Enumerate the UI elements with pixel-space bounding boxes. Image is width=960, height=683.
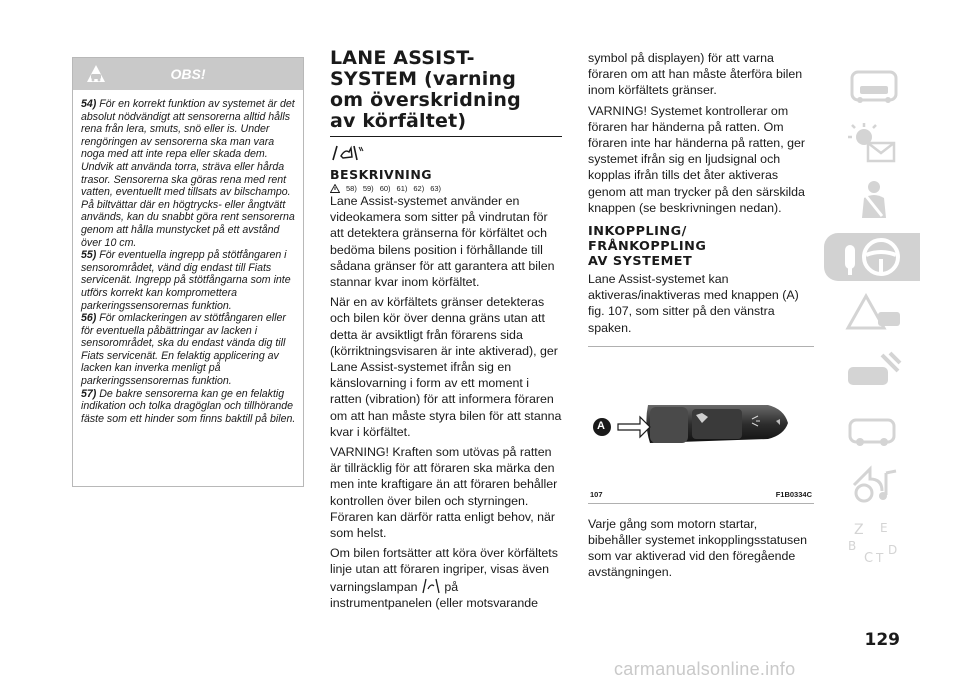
tab-safety[interactable] xyxy=(828,176,918,224)
paragraph-2: När en av körfältets gränser detekteras och bilen kör över denna gräns utan att detta är avsiktligt från förarens sida (körriktningsvisaren är inte aktiverad), ger Lane Assist-systemet ifrån sig en känslovarning i form av ett moment i ratten (vibration) för att informera föraren om att han måste styra bilen för att stanna kvar i körfältet. xyxy=(330,295,562,439)
title-divider xyxy=(330,136,562,137)
navigation-music-icon xyxy=(842,463,904,507)
car-dashboard-icon xyxy=(842,64,904,108)
note-55: 55) För eventuella ingrepp på stötfångaren i sensorområdet, vänd dig endast till Fiats servicenät. Ingrepp på stötfångarna som inte utförs korrekt kan kompromettera parkeringssensorernas funktion. xyxy=(81,249,291,312)
tab-lights[interactable] xyxy=(828,119,918,167)
lane-assist-icon xyxy=(330,143,562,165)
obs-title: OBS! xyxy=(170,66,206,82)
lights-mail-icon xyxy=(842,121,904,165)
index-letter-b: B xyxy=(848,539,857,553)
tab-technical[interactable] xyxy=(828,404,918,452)
main-column xyxy=(330,48,562,611)
figure-code: F1B0334C xyxy=(775,489,812,499)
paragraph-1: Lane Assist-systemet använder en videokamera som sitter på vindrutan för att detektera gränserna för körfältet och bedöma bilens position i förhållande till sådana gränser för att garantera att bilen stannar kvar inom körfältet. xyxy=(330,194,555,290)
paragraph-7: Lane Assist-systemet kan aktiveras/inaktiveras med knappen (A) fig. 107, som sitter på den vänstra spaken. xyxy=(588,272,799,335)
index-letter-d: D xyxy=(888,543,898,557)
warning-triangle-icon xyxy=(330,184,340,193)
obs-box xyxy=(72,57,304,487)
ref-62: 62) xyxy=(413,184,425,193)
ref-61: 61) xyxy=(396,184,408,193)
tab-multimedia[interactable] xyxy=(828,461,918,509)
paragraph-5: symbol på displayen) för att varna föraren om att han måste återföra bilen inom körfältets gränser. xyxy=(588,51,803,98)
tab-dashboard[interactable] xyxy=(828,62,918,110)
warning-refs xyxy=(330,184,562,193)
key-steering-wheel-icon xyxy=(837,235,907,279)
heading-description: BESKRIVNING xyxy=(330,167,433,182)
seat-belt-person-icon xyxy=(842,178,904,222)
paragraph-3: VARNING! Kraften som utövas på ratten är tillräcklig för att föraren ska märka den men inte kraftigare än att föraren behåller kontrollen över bilen och styrningen. Föraren kan därför ratta enligt behov, när som helst. xyxy=(330,445,558,541)
figure-107 xyxy=(588,346,814,504)
paragraph-6: VARNING! Systemet kontrollerar om föraren har händerna på ratten. Om föraren inte har händerna på ratten, ger systemet ifrån sig en ljudsignal och kopplas ifrån tills det åter aktiveras genom att man trycker på den särskilda knappen (se beskrivningen nedan). xyxy=(588,103,805,215)
ref-63: 63) xyxy=(430,184,442,193)
watermark: carmanualsonline.info xyxy=(614,659,796,679)
figure-number: 107 xyxy=(590,489,603,499)
note-56: 56) För omlackeringen av stötfångaren eller för eventuella påbättringar av lacken i sensorområdet, ska du endast vända dig till Fiats servicenät. En felaktig applicering av lacken kan inverka menligt på parkeringssensorernas funktion. xyxy=(81,312,286,388)
tab-maintenance[interactable] xyxy=(828,347,918,395)
obs-header xyxy=(73,58,303,90)
warning-triangle-crash-icon xyxy=(842,292,904,336)
tools-car-icon xyxy=(842,349,904,393)
paragraph-8: Varje gång som motorn startar, bibehåller systemet inkopplingsstatusen som var aktiverad vid den föregående avstängningen. xyxy=(588,516,808,580)
index-letter-z: Z xyxy=(854,522,864,538)
ref-60: 60) xyxy=(379,184,391,193)
obs-notes xyxy=(73,90,303,425)
page-number: 129 xyxy=(864,630,900,650)
index-letter-e: E xyxy=(880,521,888,535)
lever-illustration xyxy=(588,347,814,503)
tab-emergency[interactable] xyxy=(828,290,918,338)
index-letter-t: T xyxy=(876,551,884,565)
chapter-sidebar xyxy=(828,62,918,577)
ref-59: 59) xyxy=(362,184,374,193)
callout-a: A xyxy=(597,419,605,432)
section-title: LANE ASSIST- SYSTEM (varning om överskridning av körfältet) xyxy=(330,47,521,132)
ref-58: 58) xyxy=(346,184,357,193)
index-letter-c: C xyxy=(864,551,874,566)
note-57: 57) De bakre sensorerna kan ge en felaktig indikation och tolka dragöglan och tillhörande fäste som ett hinder som finns baktill på bilen. xyxy=(81,387,296,425)
index-letters-icon xyxy=(842,518,904,568)
note-54: 54) För en korrekt funktion av systemet är det absolut nödvändigt att sensorerna alltid hålls rena från lera, smuts, snö eller is. Under rengöringen av sensorerna ska man vara noga med att inte repa eller skada dem. Undvik att använda torra, sträva eller hårda trasor. Sensorerna ska göras rena med rent vatten, eventuellt med tillsats av bilschampo. På biltvättar där en högtrycks- eller ångtvätt används, kan du snabbt göra rent sensorerna genom att hålla munstycket på ett avstånd över 10 cm. xyxy=(81,98,295,249)
paragraph-4: Om bilen fortsätter att köra över körfältets linje utan att föraren ingriper, visas även varningslampan på instrumentpanelen (eller motsvarande xyxy=(330,546,558,610)
heading-activation: INKOPPLING/ FRÅNKOPPLING AV SYSTEMET xyxy=(588,224,707,270)
tab-driving[interactable] xyxy=(824,233,920,281)
right-column xyxy=(588,50,814,581)
lane-warning-lamp-icon xyxy=(421,578,441,594)
tab-index[interactable] xyxy=(828,518,918,568)
car-wrench-icon xyxy=(842,406,904,450)
